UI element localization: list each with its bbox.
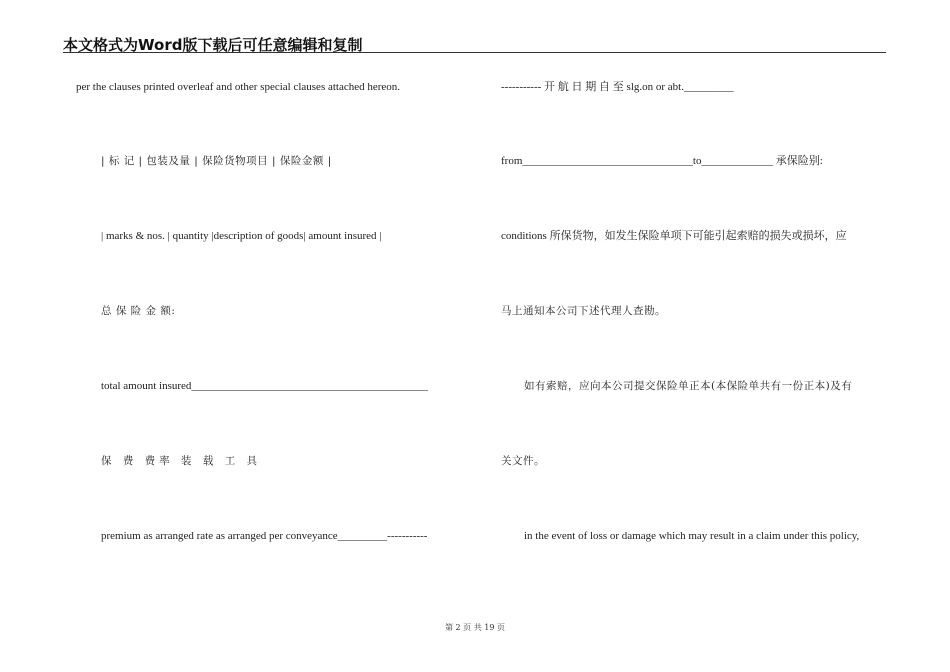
left-text-total-amount-cn: 总 保 险 金 额: <box>101 305 176 317</box>
left-text-total-amount-en: total amount insured___________________________________________ <box>101 380 428 392</box>
right-text-conditions: conditions 所保货物，如发生保险单项下可能引起索赔的损失或损坏，应 <box>501 230 847 242</box>
right-text-notify-agent: 马上通知本公司下述代理人查勘。 <box>501 305 666 317</box>
header-divider <box>63 52 886 53</box>
right-text-from-to: from_______________________________to_____________ 承保险别: <box>501 155 823 167</box>
left-text-premium-cn: 保 费 费率 装 载 工 具 <box>101 455 262 467</box>
right-text-claim-en: in the event of loss or damage which may result in a claim under this policy, <box>524 530 860 542</box>
right-text-documents: 关文件。 <box>501 455 545 467</box>
left-text-clauses: per the clauses printed overleaf and other special clauses attached hereon. <box>76 81 401 93</box>
left-text-table-header-en: | marks & nos. | quantity |description of goods| amount insured | <box>101 230 382 242</box>
right-text-sailing-date: ----------- 开 航 日 期 自 至 slg.on or abt._________ <box>501 81 734 93</box>
left-text-table-header-cn: | 标 记 | 包装及量 | 保险货物项目 | 保险金额 | <box>101 155 332 167</box>
left-text-premium-en: premium as arranged rate as arranged per conveyance_________----------- <box>101 530 428 542</box>
document-header-title: 本文格式为Word版下载后可任意编辑和复制 <box>63 36 363 54</box>
right-text-claim-cn: 如有索赔，应向本公司提交保险单正本(本保险单共有一份正本)及有 <box>524 380 853 392</box>
page-number-footer: 第 2 页 共 19 页 <box>445 623 505 632</box>
